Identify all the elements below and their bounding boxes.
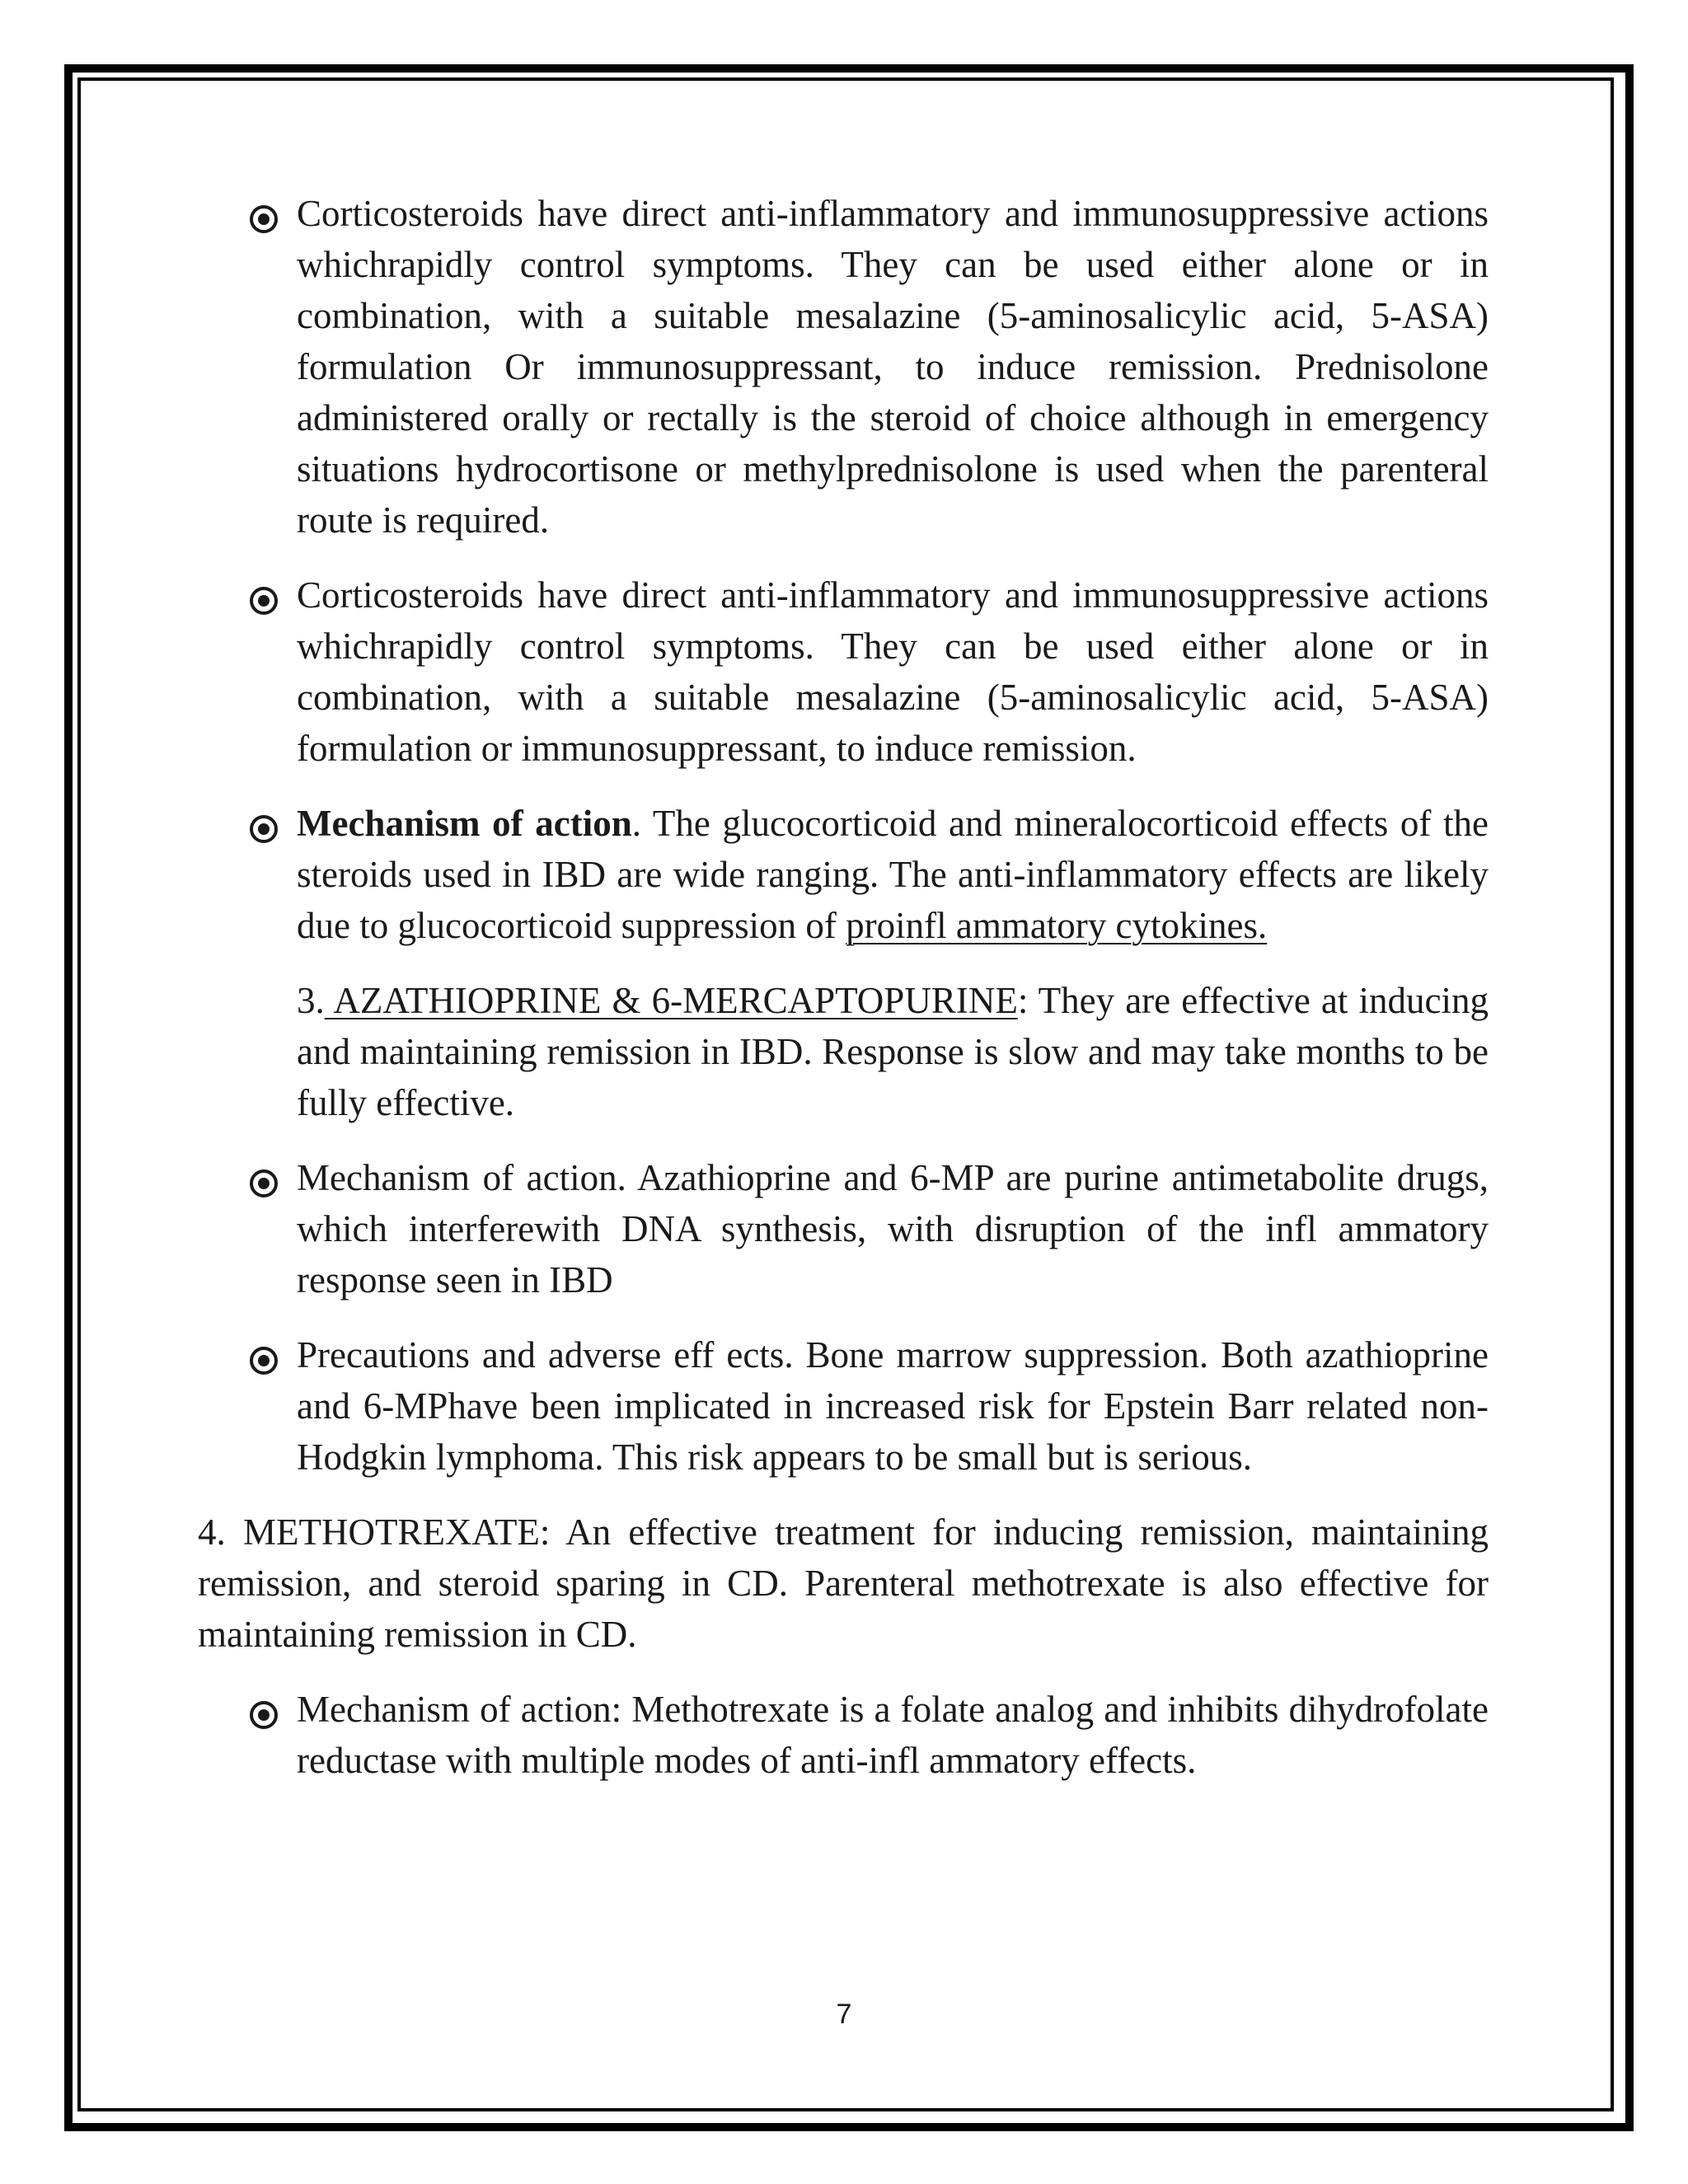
bold-lead: Mechanism of action: [297, 803, 632, 844]
circled-bullet-icon: [250, 1347, 278, 1375]
page-number: 7: [836, 1999, 852, 2030]
page-content: [198, 188, 1489, 1810]
bullet-item-corticosteroids-2: [198, 569, 1489, 774]
circled-bullet-icon: [250, 587, 278, 615]
paragraph-text: Mechanism of action. Azathioprine and 6-MP are purine antimetabolite drugs, which interferewith DNA synthesis, with disruption of the infl ammatory response seen in IBD: [297, 1157, 1489, 1301]
underlined-phrase: proinfl ammatory cytokines.: [846, 905, 1268, 946]
paragraph-text: [297, 798, 1489, 951]
bullet-item-mechanism-azathioprine: [198, 1152, 1489, 1305]
bullet-item-mechanism-methotrexate: [198, 1684, 1489, 1786]
paragraph-text: Corticosteroids have direct anti-inflammatory and immunosuppressive actions whichrapidly control symptoms. They can be used either alone or in combination, with a suitable mesalazine (5-aminosalicylic acid, 5-ASA) formulation Or immunosuppressant, to induce remission. Prednisolone administered orally or rectally is the steroid of choice although in emergency situations hydrocortisone or methylprednisolone is used when the parenteral route is required.: [297, 193, 1489, 541]
section-3-number: 3.: [297, 980, 325, 1021]
paragraph-text: Precautions and adverse eff ects. Bone marrow suppression. Both azathioprine and 6-MPhave been implicated in increased risk for Epstein Barr related non-Hodgkin lymphoma. This risk appears to be small but is serious.: [297, 1334, 1489, 1478]
section-3-heading: AZATHIOPRINE & 6-MERCAPTOPURINE: [324, 980, 1018, 1021]
bullet-item-precautions: [198, 1329, 1489, 1483]
circled-bullet-icon: [250, 815, 278, 843]
section-3-body: : They are effective at inducing and maintaining remission in IBD. Response is slow and may take months to be fully effective.: [297, 980, 1489, 1123]
section-3-paragraph: [297, 975, 1489, 1128]
section-4-paragraph: 4. METHOTREXATE: An effective treatment for inducing remission, maintaining remission, and steroid sparing in CD. Parenteral methotrexate is also effective for maintaining remission in CD.: [198, 1511, 1489, 1655]
bullet-item-corticosteroids-1: [198, 188, 1489, 546]
paragraph-text: Corticosteroids have direct anti-inflammatory and immunosuppressive actions whichrapidly control symptoms. They can be used either alone or in combination, with a suitable mesalazine (5-aminosalicylic acid, 5-ASA) formulation or immunosuppressant, to induce remission.: [297, 574, 1489, 769]
circled-bullet-icon: [250, 205, 278, 233]
circled-bullet-icon: [250, 1701, 278, 1729]
paragraph-body: . The glucocorticoid and mineralocorticoid effects of the steroids used in IBD are wide ranging. The anti-inflammatory effects are likely due to glucocorticoid suppression of: [297, 803, 1489, 946]
circled-bullet-icon: [250, 1169, 278, 1197]
paragraph-text: Mechanism of action: Methotrexate is a folate analog and inhibits dihydrofolate reductase with multiple modes of anti-infl ammatory effects.: [297, 1689, 1489, 1781]
bullet-item-mechanism-steroids: [198, 798, 1489, 951]
